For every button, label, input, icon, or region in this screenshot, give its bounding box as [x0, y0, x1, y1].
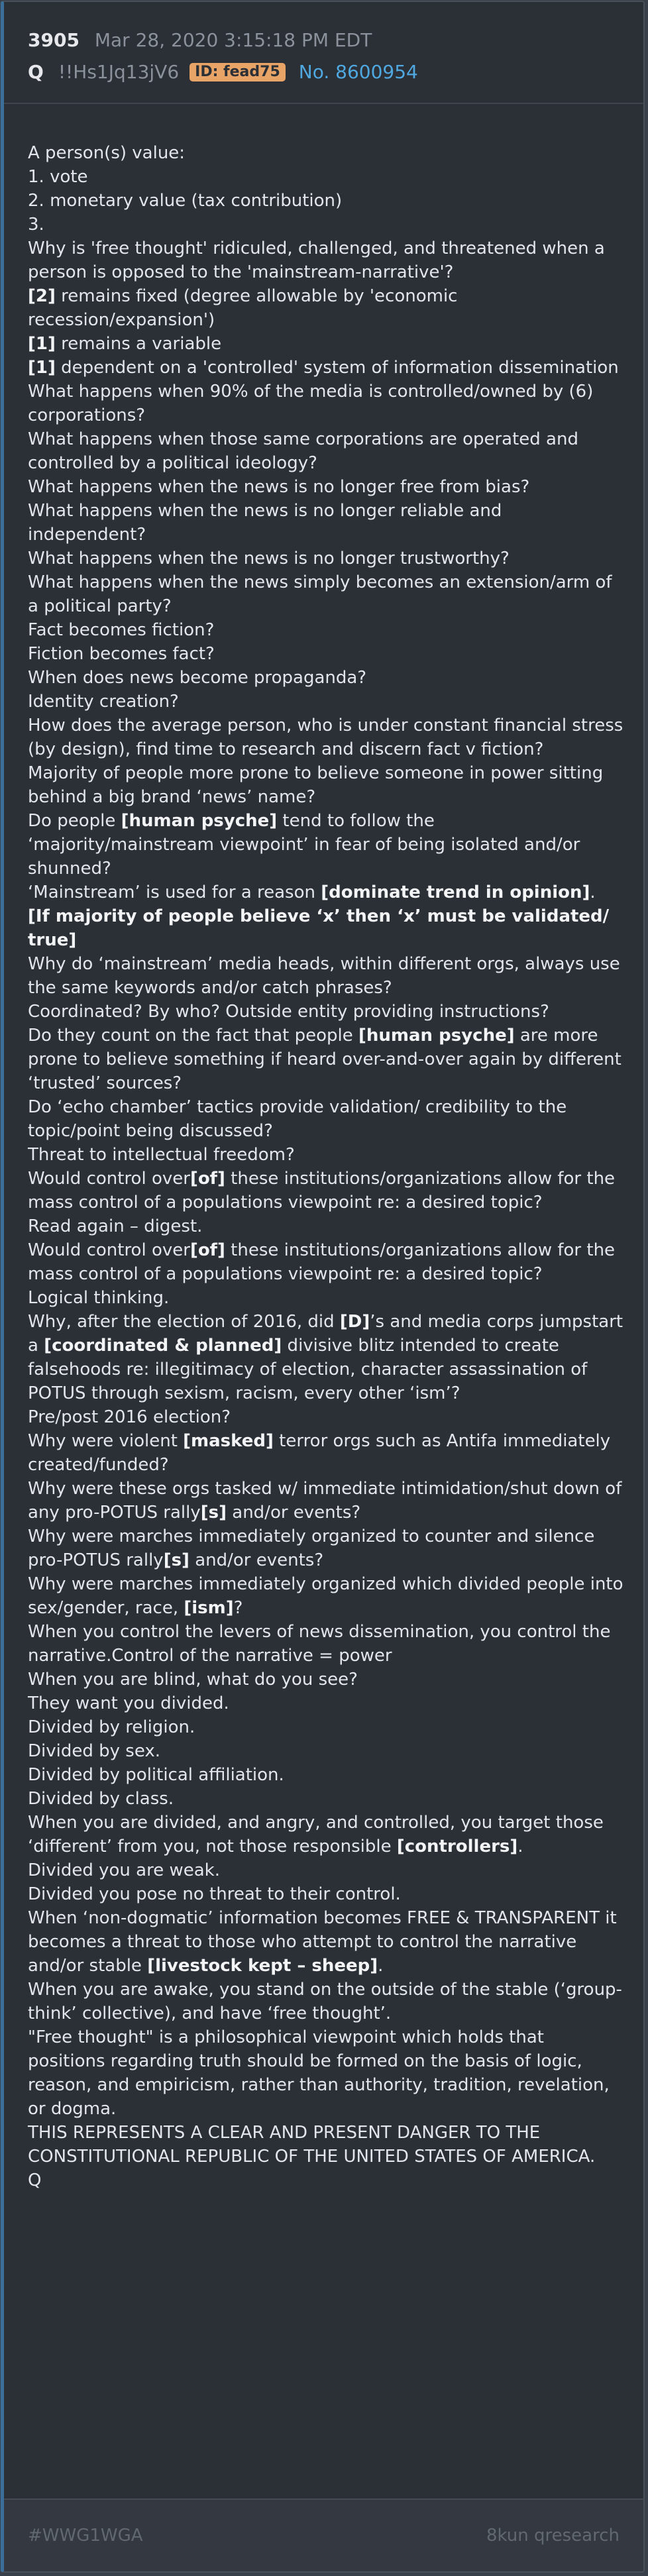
post-text-line: [28, 761, 624, 809]
text-segment: Why were marches immediately organized to counter and silence pro-POTUS rally: [28, 1527, 595, 1570]
text-segment: .: [378, 1956, 384, 1976]
text-segment: What happens when the news is no longer free from bias?: [28, 477, 530, 497]
post-text-line: [28, 1238, 624, 1286]
text-segment: When you are blind, what do you see?: [28, 1670, 358, 1690]
post-text-line: [28, 1167, 624, 1214]
text-segment: When ‘non-dogmatic’ information becomes FREE & TRANSPARENT it becomes a threat to those who attempt to control the narrative and/or stable: [28, 1908, 617, 1976]
post-text-line: [28, 475, 624, 499]
post-body: [28, 141, 624, 2192]
text-segment: Do they count on the fact that people: [28, 1026, 359, 1046]
text-segment: dependent on a 'controlled' system of information dissemination: [55, 358, 619, 378]
post-text-line: [28, 1882, 624, 1906]
text-segment: What happens when the news is no longer trustworthy?: [28, 549, 510, 568]
text-segment: .: [517, 1837, 523, 1856]
post-text-line: [28, 547, 624, 570]
text-segment: divisive blitz intended to create falsehoods re: illegitimacy of election, character assassination of POTUS through sexism, racism, every other ‘ism’?: [28, 1336, 588, 1403]
text-segment: Why were violent: [28, 1431, 184, 1451]
text-segment: 2. monetary value (tax contribution): [28, 191, 343, 211]
text-segment: Why do ‘mainstream’ media heads, within different orgs, always use the same keywords and/or catch phrases?: [28, 954, 620, 998]
emphasized-text: [D]: [339, 1312, 370, 1332]
post-text-line: [28, 1143, 624, 1167]
emphasized-text: [s]: [163, 1550, 189, 1570]
post-text-line: [28, 1214, 624, 1238]
text-segment: When you are divided, and angry, and controlled, you target those ‘different’ from you, not those responsible: [28, 1813, 604, 1856]
post-source: 8kun qresearch: [486, 2526, 620, 2546]
emphasized-text: [controllers]: [396, 1837, 518, 1856]
post-text-line: [28, 1906, 624, 1978]
post-number-link[interactable]: No. 8600954: [298, 61, 418, 83]
text-segment: What happens when 90% of the media is controlled/owned by (6) corporations?: [28, 382, 594, 425]
post-text-line: [28, 1405, 624, 1429]
text-segment: tend to follow the ‘majority/mainstream viewpoint’ in fear of being isolated and/or shunned?: [28, 811, 580, 879]
post-text-line: [28, 237, 624, 284]
text-segment: and/or events?: [227, 1503, 361, 1523]
text-segment: ?: [233, 1598, 243, 1618]
text-segment: What happens when the news is no longer reliable and independent?: [28, 501, 502, 545]
post-text-line: [28, 1572, 624, 1620]
post-text-line: [28, 666, 624, 690]
text-segment: THIS REPRESENTS A CLEAR AND PRESENT DANGER TO THE CONSTITUTIONAL REPUBLIC OF THE UNITED STATES OF AMERICA.: [28, 2123, 596, 2167]
post-text-line: [28, 427, 624, 475]
post-text-line: [28, 165, 624, 189]
text-segment: Why were marches immediately organized which divided people into sex/gender, race,: [28, 1574, 623, 1618]
post-author-row: [28, 60, 418, 84]
author-name: Q: [28, 61, 44, 83]
text-segment: Threat to intellectual freedom?: [28, 1145, 295, 1165]
post-text-line: [28, 1715, 624, 1739]
emphasized-text: [2]: [28, 286, 56, 306]
text-segment: remains fixed (degree allowable by 'economic recession/expansion'): [28, 286, 458, 330]
text-segment: What happens when those same corporations are operated and controlled by a political ideology?: [28, 429, 578, 473]
text-segment: Divided by political affiliation.: [28, 1765, 284, 1785]
text-segment: They want you divided.: [28, 1693, 229, 1713]
post-text-line: [28, 1858, 624, 1882]
post-text-line: [28, 570, 624, 618]
post-text-line: [28, 2169, 624, 2192]
text-segment: A person(s) value:: [28, 143, 186, 163]
text-segment: Divided you are weak.: [28, 1860, 220, 1880]
post-text-line: [28, 380, 624, 427]
emphasized-text: [dominate trend in opinion]: [321, 883, 590, 902]
post-text-line: [28, 881, 624, 904]
text-segment: How does the average person, who is under constant financial stress (by design), find time to research and discern fact v fiction?: [28, 716, 623, 759]
post-card: [1, 1, 645, 2573]
text-segment: terror orgs such as Antifa immediately created/funded?: [28, 1431, 611, 1475]
post-text-line: [28, 284, 624, 332]
text-segment: Why were these orgs tasked w/ immediate intimidation/shut down of any pro-POTUS rally: [28, 1479, 622, 1523]
text-segment: When you are awake, you stand on the outside of the stable (‘group-think’ collective), and have ‘free thought’.: [28, 1980, 622, 2023]
text-segment: Why is 'free thought' ridiculed, challenged, and threatened when a person is opposed to the 'mainstream-narrative'?: [28, 239, 605, 282]
emphasized-text: [of]: [189, 1240, 225, 1260]
text-segment: Q: [28, 2171, 42, 2190]
emphasized-text: [ism]: [184, 1598, 234, 1618]
post-text-line: [28, 1978, 624, 2025]
post-text-line: [28, 618, 624, 642]
text-segment: .: [590, 883, 596, 902]
post-text-line: [28, 213, 624, 237]
post-text-line: [28, 1811, 624, 1858]
post-text-line: [28, 690, 624, 714]
post-text-line: [28, 1691, 624, 1715]
text-segment: and/or events?: [189, 1550, 324, 1570]
post-text-line: [28, 1477, 624, 1525]
text-segment: 3.: [28, 215, 44, 235]
text-segment: Read again – digest.: [28, 1216, 203, 1236]
emphasized-text: [livestock kept – sheep]: [147, 1956, 378, 1976]
post-text-line: [28, 332, 624, 356]
text-segment: ‘Mainstream’ is used for a reason: [28, 883, 321, 902]
post-text-line: [28, 904, 624, 952]
text-segment: ’s and media corps jumpstart a: [28, 1312, 623, 1356]
text-segment: "Free thought" is a philosophical viewpoint which holds that positions regarding truth should be formed on the basis of logic, reason, and empiricism, rather than authority, tradition, revelation, or dogma.: [28, 2027, 610, 2119]
post-text-line: [28, 1024, 624, 1095]
text-segment: Would control over: [28, 1240, 190, 1260]
text-segment: What happens when the news simply becomes an extension/arm of a political party?: [28, 572, 612, 616]
post-text-line: [28, 189, 624, 213]
text-segment: remains a variable: [55, 334, 222, 354]
text-segment: Fiction becomes fact?: [28, 644, 215, 664]
tripcode: !!Hs1Jq13jV6: [58, 61, 180, 83]
text-segment: these institutions/organizations allow for the mass control of a populations viewpoint re: a desired topic?: [28, 1169, 616, 1212]
post-text-line: [28, 1286, 624, 1310]
post-text-line: [28, 1095, 624, 1143]
text-segment: When you control the levers of news dissemination, you control the narrative.Control of the narrative = power: [28, 1622, 611, 1666]
text-segment: Identity creation?: [28, 692, 179, 712]
poster-id-badge: ID: fead75: [189, 63, 286, 81]
post-text-line: [28, 1525, 624, 1572]
emphasized-text: [coordinated & planned]: [44, 1336, 282, 1356]
text-segment: Pre/post 2016 election?: [28, 1407, 231, 1427]
text-segment: these institutions/organizations allow for the mass control of a populations viewpoint re: a desired topic?: [28, 1240, 616, 1284]
text-segment: Why, after the election of 2016, did: [28, 1312, 340, 1332]
post-text-line: [28, 1429, 624, 1477]
post-text-line: [28, 1620, 624, 1668]
text-segment: Do ‘echo chamber’ tactics provide validation/ credibility to the topic/point being discussed?: [28, 1097, 567, 1141]
post-text-line: [28, 952, 624, 1000]
text-segment: Logical thinking.: [28, 1288, 170, 1308]
post-text-line: [28, 499, 624, 547]
post-text-line: [28, 1310, 624, 1405]
text-segment: Divided by sex.: [28, 1741, 161, 1761]
emphasized-text: [1]: [28, 334, 56, 354]
post-text-line: [28, 642, 624, 666]
text-segment: are more prone to believe something if heard over-and-over again by different ‘trusted’ sources?: [28, 1026, 621, 1093]
post-number: 3905: [28, 29, 80, 51]
post-text-line: [28, 1787, 624, 1811]
text-segment: When does news become propaganda?: [28, 668, 367, 688]
post-text-line: [28, 2025, 624, 2121]
post-text-line: [28, 1739, 624, 1763]
post-text-line: [28, 714, 624, 761]
emphasized-text: [of]: [189, 1169, 225, 1189]
emphasized-text: [human psyche]: [358, 1026, 515, 1046]
post-footer: [4, 2498, 643, 2571]
text-segment: 1. vote: [28, 167, 88, 187]
post-text-line: [28, 141, 624, 165]
text-segment: Divided by class.: [28, 1789, 174, 1809]
post-timestamp: Mar 28, 2020 3:15:18 PM EDT: [94, 29, 372, 51]
text-segment: Fact becomes fiction?: [28, 620, 215, 640]
text-segment: Coordinated? By who? Outside entity providing instructions?: [28, 1002, 549, 1022]
post-text-line: [28, 1000, 624, 1024]
post-text-line: [28, 356, 624, 380]
post-header: [4, 2, 643, 104]
emphasized-text: [human psyche]: [121, 811, 278, 831]
post-text-line: [28, 2121, 624, 2169]
emphasized-text: [masked]: [183, 1431, 274, 1451]
text-segment: Divided by religion.: [28, 1717, 195, 1737]
hashtag: #WWG1WGA: [28, 2526, 143, 2546]
text-segment: Majority of people more prone to believe someone in power sitting behind a big brand ‘news’ name?: [28, 763, 604, 807]
text-segment: Divided you pose no threat to their control.: [28, 1884, 401, 1904]
post-text-line: [28, 1763, 624, 1787]
post-meta-row: [28, 28, 372, 52]
post-text-line: [28, 809, 624, 881]
text-segment: Would control over: [28, 1169, 190, 1189]
emphasized-text: [1]: [28, 358, 56, 378]
emphasized-text: [s]: [200, 1503, 227, 1523]
post-text-line: [28, 1668, 624, 1691]
text-segment: Do people: [28, 811, 121, 831]
emphasized-text: [If majority of people believe ‘x’ then ‘x’ must be validated/ true]: [28, 906, 610, 950]
